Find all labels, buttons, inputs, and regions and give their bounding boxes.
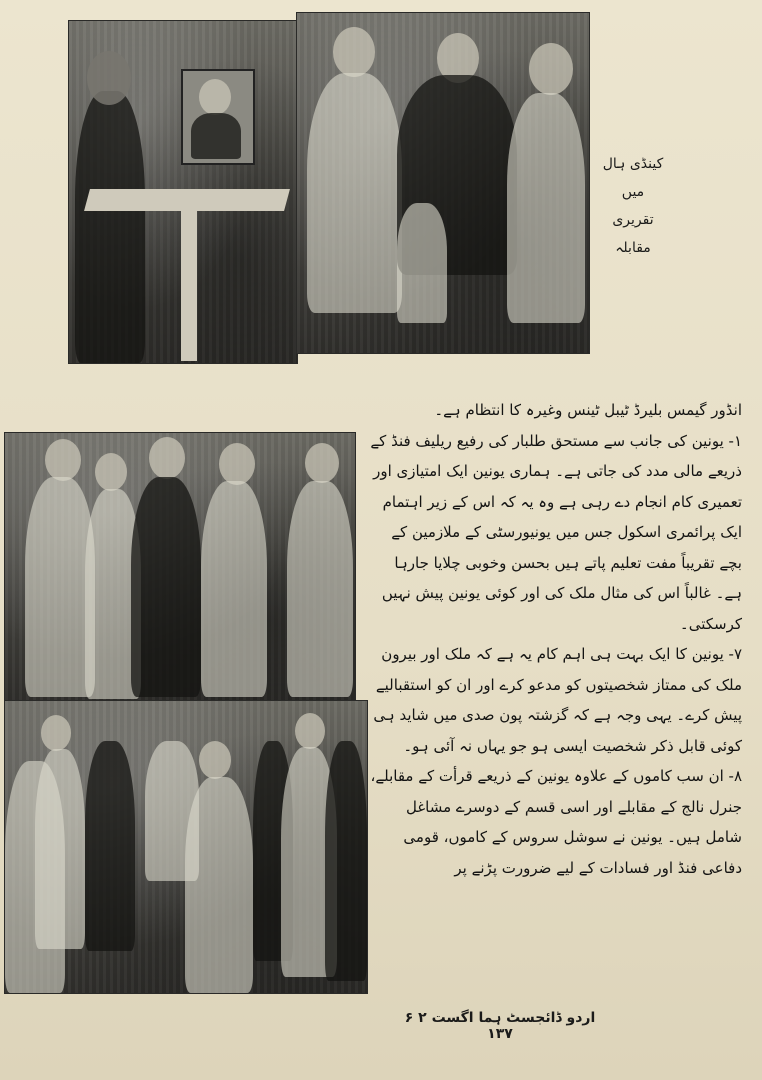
photo-students-standing <box>4 432 356 702</box>
paragraph-item-8: ۸- ان سب کاموں کے علاوہ یونین کے ذریعے قرأت کے مقابلے، جنرل نالج کے مقابلے اور اسی قسم کے دوسرے مشاغل شامل ہیں۔ یونین نے سوشل سروس کے کاموں، قومی دفاعی فنڈ اور فسادات کے لیے ضرورت پڑنے پر <box>370 767 742 877</box>
photo-crowd-outdoors <box>4 700 368 994</box>
page-footer: اردو ڈائجسٹ ہما اگست ۲ ۶ ۱۳۷ <box>404 1010 596 1042</box>
photo-seated-group <box>296 12 590 354</box>
paragraph-indoor-games: انڈور گیمس بلیرڈ ٹیبل ٹینس وغیرہ کا انتظام ہے۔ <box>434 401 742 419</box>
paragraph-item-1: ۱- یونین کی جانب سے مستحق طلبار کی رفیع ریلیف فنڈ کے ذریعے مالی مدد کی جاتی ہے۔ ہماری یونین ایک امتیازی اور تعمیری کام انجام دے رہی ہے وہ یہ کہ اس کے زیر اہتمام ایک پرائمری اسکول جس میں یونیورسٹی کے ملازمین کے بچے تقریباً مفت تعلیم پاتے ہیں بحسن وخوبی چلایا جارہا ہے۔ غالباً اس کی مثال ملک کی اور کوئی یونین پیش نہیں کرسکتی۔ <box>370 431 742 633</box>
article-text <box>370 395 742 883</box>
paragraph-item-7: ۷- یونین کا ایک بہت ہی اہم کام یہ ہے کہ ملک اور بیرون ملک کی ممتاز شخصیتوں کو مدعو کرے اور ان کو استقبالیے پیش کرے۔ یہی وجہ ہے کہ گزشتہ پون صدی میں شاید ہی کوئی قابل ذکر شخصیت ایسی ہو جو یہاں نہ آئی ہو۔ <box>373 645 742 755</box>
photo-speaker-at-podium <box>68 20 298 364</box>
photo-caption: کینڈی ہال میں تقریری مقابلہ <box>602 156 664 256</box>
